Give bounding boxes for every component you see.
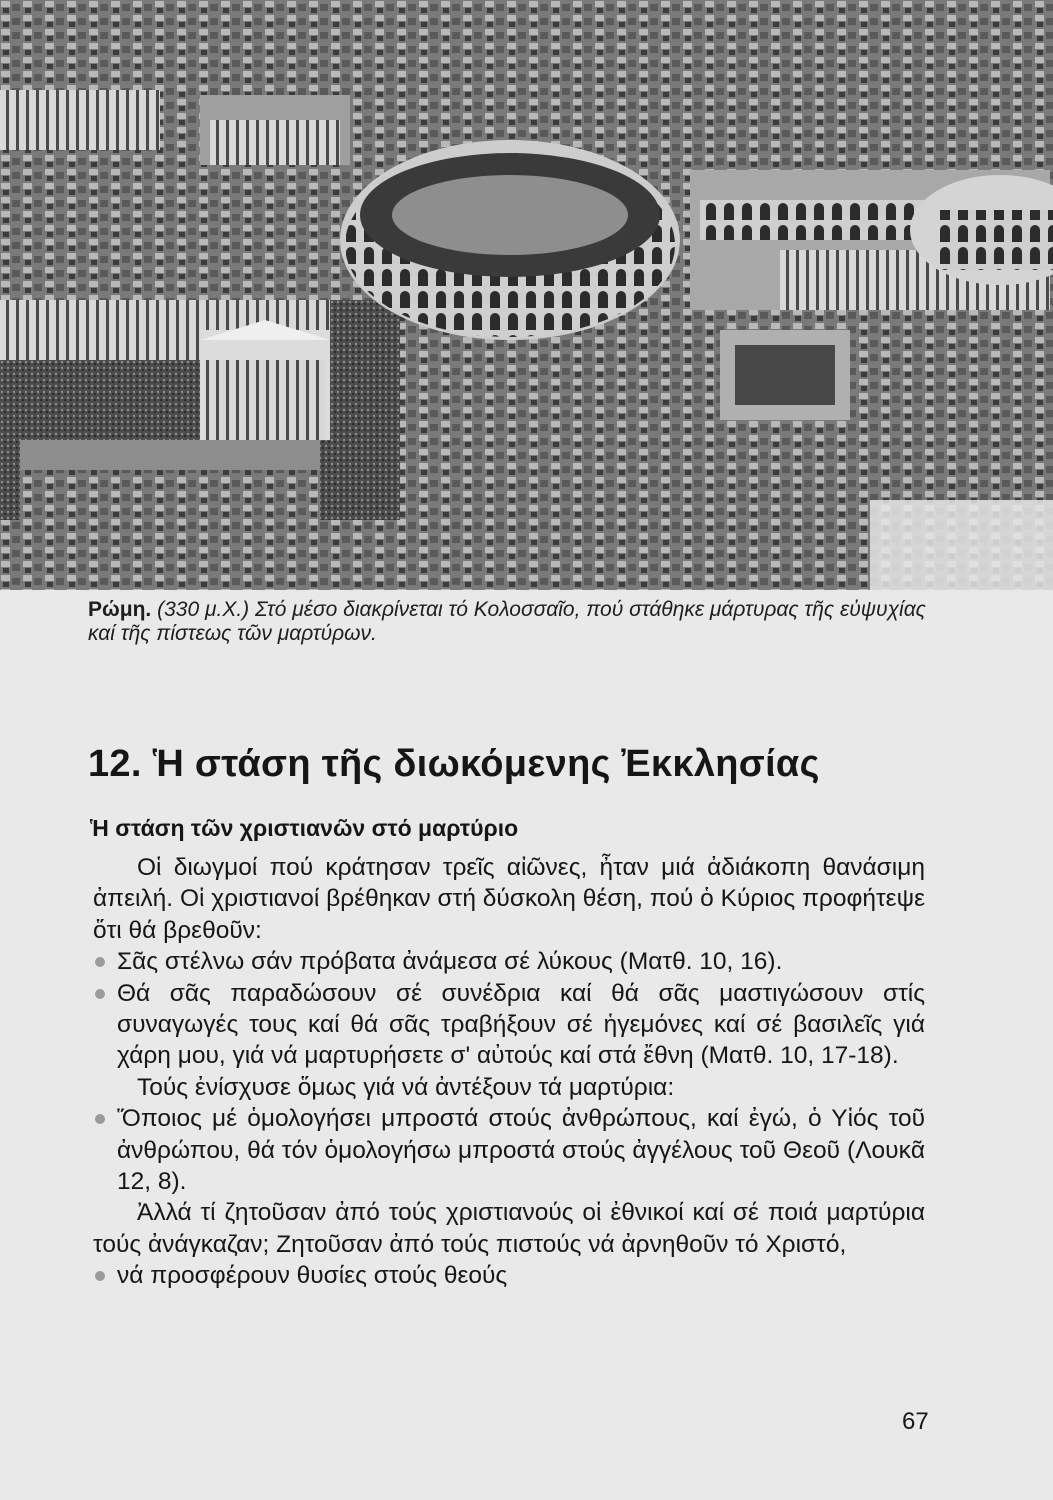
section-heading: 12. Ἡ στάση τῆς διωκόμενης Ἐκκλησίας <box>88 743 820 785</box>
bullet-item <box>93 946 925 977</box>
bullet-text: νά προσφέρουν θυσίες στούς θεούς <box>117 1262 508 1290</box>
caption-text: (330 μ.Χ.) Στό μέσο διακρίνεται τό Κολοσσαῖο, πού στάθηκε μάρτυρας τῆς εὐψυχίας καί τῆς πίστεως τῶν μαρτύρων. <box>88 598 926 645</box>
bullet-text: Ὅποιος μέ ὁμολογήσει μπροστά στούς ἀνθρώπους, καί ἐγώ, ὁ Υἱός τοῦ ἀνθρώπου, θά τόν ὁμολογήσω μπροστά στούς ἀγγέλους τοῦ Θεοῦ (Λουκᾶ 12, 8). <box>117 1105 925 1196</box>
caption-title: Ρώμη. <box>88 598 152 621</box>
bullet-item <box>93 1260 925 1291</box>
rome-model-photo <box>0 0 1053 590</box>
paragraph-2: Τούς ἐνίσχυσε ὅμως γιά νά ἀντέξουν τά μαρτύρια: <box>137 1073 675 1101</box>
bullet-text: Θά σᾶς παραδώσουν σέ συνέδρια καί θά σᾶς μαστιγώσουν στίς συναγωγές τους καί θά σᾶς τραβήξουν σέ ἡγεμόνες καί σέ βασιλεῖς γιά χάρη μου, γιά νά μαρτυρήσετε σ' αὐτούς καί στά ἔθνη (Ματθ. 10, 17-18). <box>117 979 925 1070</box>
section-subheading: Ἡ στάση τῶν χριστιανῶν στό μαρτύριο <box>90 815 519 841</box>
bullet-item <box>93 978 925 1072</box>
colosseum-photo-illustration <box>0 0 1053 590</box>
bullet-dot-icon <box>95 989 105 999</box>
paragraph-3: Ἀλλά τί ζητοῦσαν ἀπό τούς χριστιανούς οἱ ἐθνικοί καί σέ ποιά μαρτύρια τούς ἀνάγκαζαν; Ζητοῦσαν ἀπό τούς πιστούς νά ἀρνηθοῦν τό Χριστό, <box>93 1199 925 1258</box>
bullet-item <box>93 1103 925 1197</box>
photo-caption <box>88 598 948 646</box>
paragraph-1: Οἱ διωγμοί πού κράτησαν τρεῖς αἰῶνες, ἦταν μιά ἀδιάκοπη θανάσιμη ἀπειλή. Οἱ χριστιανοί βρέθηκαν στή δύσκολη θέση, πού ὁ Κύριος προφήτεψε ὅτι θά βρεθοῦν: <box>93 854 925 944</box>
body-text <box>93 852 925 1292</box>
bullet-dot-icon <box>95 957 105 967</box>
bullet-text: Σᾶς στέλνω σάν πρόβατα ἀνάμεσα σέ λύκους (Ματθ. 10, 16). <box>117 948 783 976</box>
page-number: 67 <box>902 1408 929 1435</box>
bullet-dot-icon <box>95 1271 105 1281</box>
bullet-dot-icon <box>95 1114 105 1124</box>
